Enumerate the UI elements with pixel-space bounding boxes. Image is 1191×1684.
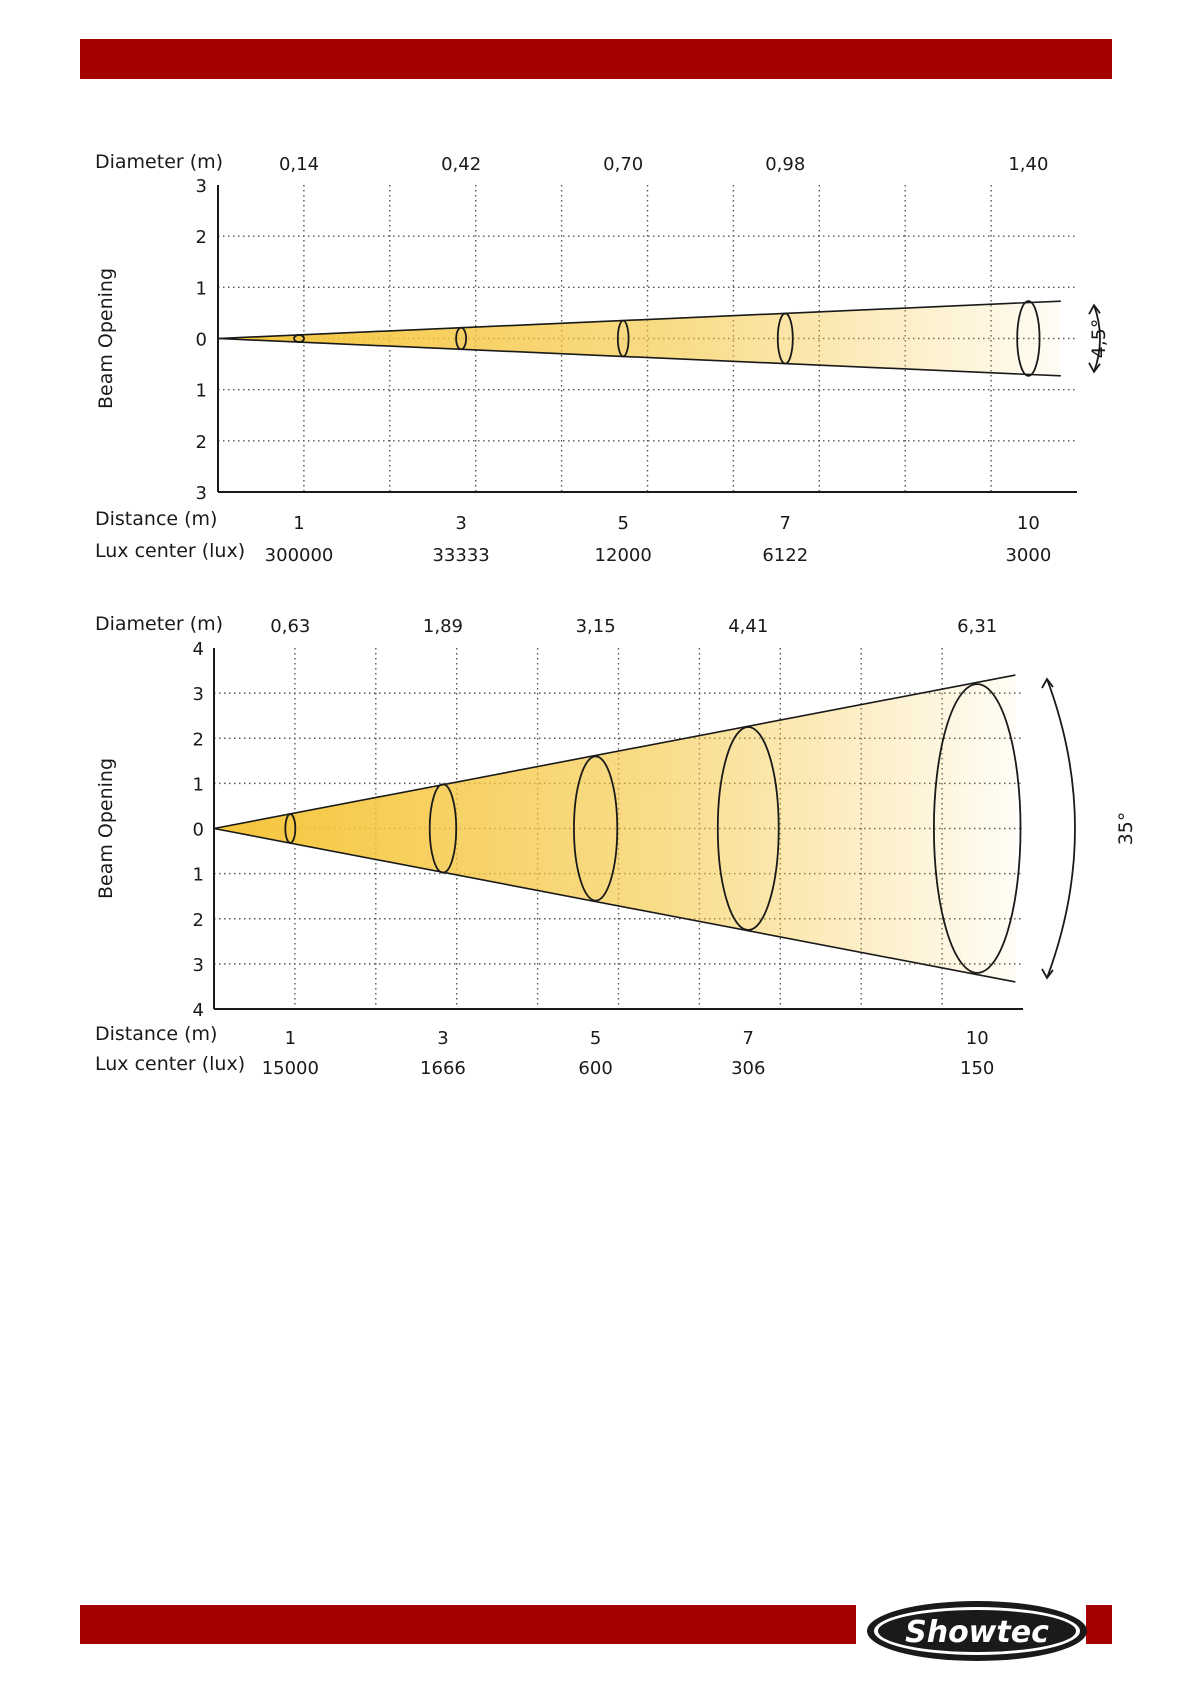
distance-value: 3 — [455, 513, 467, 534]
distance-value: 5 — [589, 1028, 602, 1049]
y-tick-label: 0 — [195, 329, 207, 351]
y-tick-label: 2 — [195, 227, 207, 249]
y-tick-label: 3 — [195, 176, 207, 197]
y-axis-label: Beam Opening — [95, 757, 117, 900]
lux-value: 33333 — [432, 545, 490, 566]
distance-value: 7 — [779, 513, 791, 534]
beam-cone — [218, 301, 1061, 376]
lux-value: 3000 — [1005, 545, 1052, 566]
logo-text: Showtec — [905, 1615, 1049, 1650]
y-tick-label: 1 — [192, 864, 204, 886]
y-axis-label: Beam Opening — [95, 267, 117, 410]
distance-value: 10 — [965, 1028, 989, 1049]
lux-value: 300000 — [264, 545, 334, 566]
lux-value: 150 — [960, 1058, 995, 1079]
y-tick-label: 0 — [192, 819, 204, 841]
y-tick-label: 4 — [192, 639, 204, 660]
diameter-value: 0,70 — [603, 154, 644, 175]
lux-value: 12000 — [594, 545, 652, 566]
beam-angle-label: 35° — [1115, 811, 1137, 846]
distance-value: 7 — [742, 1028, 754, 1049]
y-tick-label: 1 — [195, 380, 207, 402]
distance-value: 3 — [437, 1028, 449, 1049]
distance-value: 5 — [617, 513, 629, 534]
y-tick-label: 3 — [192, 954, 204, 976]
diameter-value: 1,40 — [1008, 154, 1049, 175]
diameter-value: 0,14 — [278, 154, 320, 175]
y-tick-label: 4 — [192, 1000, 204, 1021]
y-tick-label: 2 — [192, 729, 204, 751]
footer-bar — [80, 1605, 856, 1644]
diameter-value: 3,15 — [575, 616, 616, 637]
distance-value: 1 — [284, 1028, 297, 1049]
y-tick-label: 1 — [195, 278, 207, 300]
diameter-label: Diameter (m) — [95, 151, 224, 173]
distance-value: 10 — [1016, 513, 1040, 534]
angle-arrowhead-top — [1042, 679, 1053, 688]
y-tick-label: 3 — [195, 483, 207, 504]
beam-cone — [214, 675, 1015, 982]
angle-arc — [1047, 679, 1075, 978]
y-tick-label: 1 — [192, 774, 204, 796]
diameter-value: 6,31 — [957, 616, 998, 637]
diameter-value: 0,98 — [765, 154, 806, 175]
diameter-value: 0,42 — [441, 154, 482, 175]
distance-label: Distance (m) — [95, 1023, 218, 1045]
beam-chart-narrow — [0, 130, 1191, 570]
y-tick-label: 2 — [195, 431, 207, 453]
diameter-label: Diameter (m) — [95, 613, 224, 635]
distance-label: Distance (m) — [95, 508, 218, 530]
distance-value: 1 — [293, 513, 305, 534]
y-tick-label: 2 — [192, 909, 204, 931]
diameter-value: 4,41 — [728, 616, 769, 637]
lux-label: Lux center (lux) — [95, 540, 246, 562]
angle-arrowhead-bottom — [1042, 969, 1053, 978]
lux-value: 15000 — [261, 1058, 319, 1079]
lux-label: Lux center (lux) — [95, 1053, 246, 1075]
showtec-logo — [864, 1598, 1090, 1664]
diameter-value: 1,89 — [422, 616, 464, 637]
diameter-value: 0,63 — [270, 616, 311, 637]
lux-value: 6122 — [762, 545, 809, 566]
header-bar — [80, 39, 1112, 79]
lux-value: 306 — [731, 1058, 766, 1079]
angle-arrowhead-bottom — [1089, 363, 1100, 372]
angle-arrowhead-top — [1089, 305, 1100, 314]
beam-angle-label: 4,5° — [1088, 318, 1110, 359]
y-tick-label: 3 — [192, 684, 204, 706]
lux-value: 1666 — [420, 1058, 466, 1079]
lux-value: 600 — [578, 1058, 613, 1079]
beam-chart-wide — [0, 600, 1191, 1100]
